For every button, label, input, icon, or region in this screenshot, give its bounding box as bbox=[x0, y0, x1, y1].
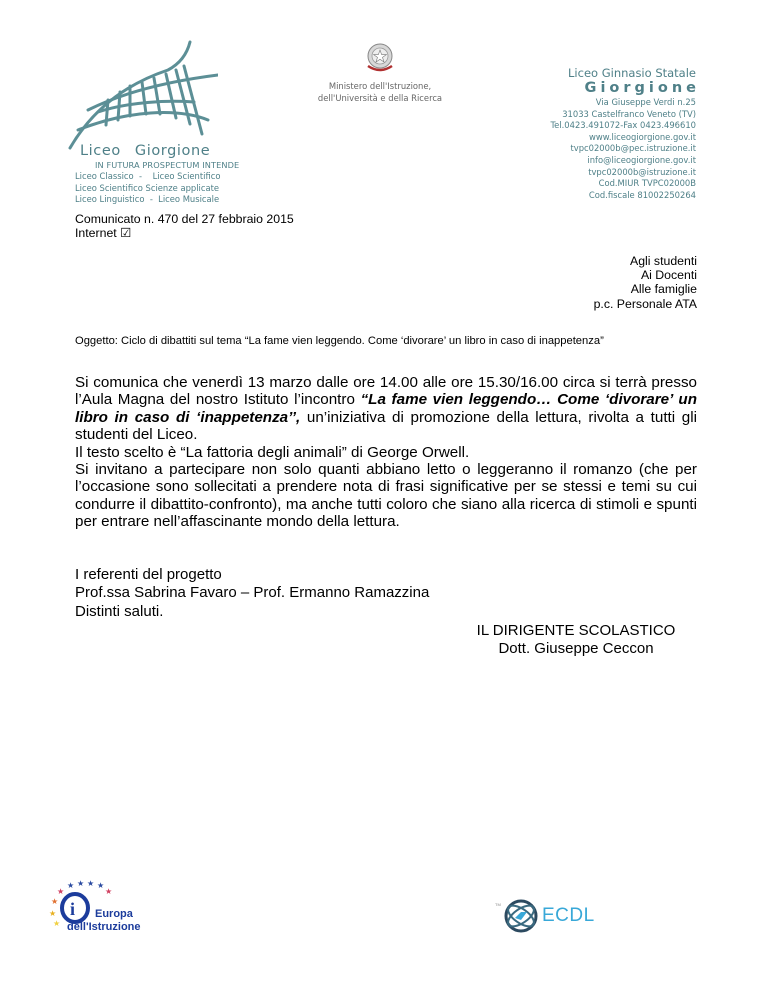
referents-names: Prof.ssa Sabrina Favaro – Prof. Ermanno Ramazzina bbox=[75, 583, 430, 601]
svg-text:i: i bbox=[70, 899, 76, 919]
school-type: Liceo Ginnasio Statale bbox=[568, 66, 696, 80]
svg-text:★: ★ bbox=[77, 879, 85, 888]
body-paragraph-3: Si invitano a partecipare non solo quanti abbiano letto o leggeranno il romanzo (che per l’occasione sono sollecitati a prendere nota di frasi significative per se stessi e temi su cui condurre il dibattito-confronto), ma anche tutti coloro che siano alla ricerca di stimoli e spunti per entrare nell’affascinante mondo della lettura. bbox=[75, 461, 697, 531]
europa-line2: dell'Istruzione bbox=[67, 921, 141, 933]
referents-heading: I referenti del progetto bbox=[75, 566, 222, 583]
school-name bbox=[80, 143, 210, 159]
recipients-list bbox=[594, 254, 697, 311]
school-name-word1: Liceo bbox=[80, 143, 121, 159]
svg-text:★: ★ bbox=[97, 881, 105, 890]
school-name-word2: Giorgione bbox=[134, 143, 211, 159]
ministry-line1: Ministero dell'Istruzione, bbox=[328, 81, 432, 91]
subject-line: Oggetto: Ciclo di dibattiti sul tema “La fame vien leggendo. Come ‘divorare’ un libro in caso di inappetenza” bbox=[75, 335, 604, 347]
recipient: Ai Docenti bbox=[640, 268, 697, 283]
ministry-name bbox=[300, 80, 460, 104]
svg-text:★: ★ bbox=[51, 897, 59, 906]
ecdl-label: ECDL bbox=[542, 905, 595, 926]
comunicato-block bbox=[75, 212, 294, 240]
italian-republic-emblem-icon bbox=[364, 40, 396, 83]
curricula-list bbox=[75, 171, 220, 206]
europa-istruzione-logo-icon bbox=[45, 878, 145, 943]
internet-line bbox=[75, 226, 294, 240]
svg-text:★: ★ bbox=[105, 887, 113, 896]
pec-email-line: tvpc02000b@pec.istruzione.it bbox=[570, 143, 696, 154]
project-referents bbox=[75, 566, 429, 601]
europa-line1: Europa bbox=[95, 908, 133, 920]
comunicato-number: Comunicato n. 470 del 27 febbraio 2015 bbox=[75, 212, 294, 226]
internet-label: Internet bbox=[75, 226, 117, 240]
info-email-line: info@liceogiorgione.gov.it bbox=[587, 154, 696, 165]
signature-block bbox=[470, 622, 682, 657]
closing-greeting: Distinti saluti. bbox=[75, 603, 164, 620]
ministry-line2: dell'Università e della Ricerca bbox=[317, 93, 443, 103]
body-paragraph-1 bbox=[75, 374, 697, 444]
svg-text:★: ★ bbox=[67, 881, 75, 890]
website-line: www.liceogiorgione.gov.it bbox=[589, 131, 696, 142]
signature-name: Dott. Giuseppe Ceccon bbox=[498, 639, 654, 657]
school-name-spaced: Giorgione bbox=[584, 80, 700, 96]
school-contact-block bbox=[550, 66, 700, 201]
istruzione-email-line: tvpc02000b@istruzione.it bbox=[588, 166, 696, 177]
event-title: “La fame vien leggendo… Come ‘divorare’ un libro in caso di ‘inappetenza’’, bbox=[75, 391, 697, 426]
body-p1-end: un’iniziativa di promozione della lettura, rivolta a tutti gli studenti del Liceo. bbox=[75, 408, 697, 444]
body-paragraph-2: Il testo scelto è “La fattoria degli animali” di George Orwell. bbox=[75, 443, 470, 461]
svg-text:★: ★ bbox=[53, 919, 61, 928]
svg-text:★: ★ bbox=[57, 887, 65, 896]
curricula-line: Liceo Linguistico - Liceo Musicale bbox=[75, 194, 220, 204]
ecdl-tm: TM bbox=[495, 902, 501, 907]
school-motto: IN FUTURA PROSPECTUM INTENDE bbox=[95, 160, 240, 170]
recipient: p.c. Personale ATA bbox=[593, 296, 697, 311]
fiscal-code-line: Cod.fiscale 81002250264 bbox=[588, 189, 696, 200]
letter-body bbox=[75, 374, 697, 531]
recipient: Alle famiglie bbox=[630, 282, 697, 297]
liceo-giorgione-logo-icon bbox=[68, 40, 218, 155]
svg-text:★: ★ bbox=[87, 879, 95, 888]
svg-text:★: ★ bbox=[49, 909, 57, 918]
address-line: Via Giuseppe Verdi n.25 bbox=[595, 97, 696, 107]
body-p1-start: Si comunica che venerdì 13 marzo dalle ore 14.00 alle ore 15.30/16.00 circa si terrà presso l’Aula Magna del nostro Istituto l’incontro bbox=[75, 374, 697, 409]
city-line: 31033 Castelfranco Veneto (TV) bbox=[562, 108, 696, 119]
checkbox-checked-icon: ☑ bbox=[120, 226, 132, 240]
phone-fax-line: Tel.0423.491072-Fax 0423.496610 bbox=[550, 120, 696, 131]
ecdl-globe-icon bbox=[503, 898, 539, 934]
miur-code-line: Cod.MIUR TVPC02000B bbox=[598, 178, 696, 189]
curricula-line: Liceo Scientifico Scienze applicate bbox=[75, 182, 220, 193]
curricula-line: Liceo Classico - Liceo Scientifico bbox=[75, 171, 221, 181]
recipient: Agli studenti bbox=[630, 254, 697, 268]
signature-role: IL DIRIGENTE SCOLASTICO bbox=[476, 622, 676, 639]
